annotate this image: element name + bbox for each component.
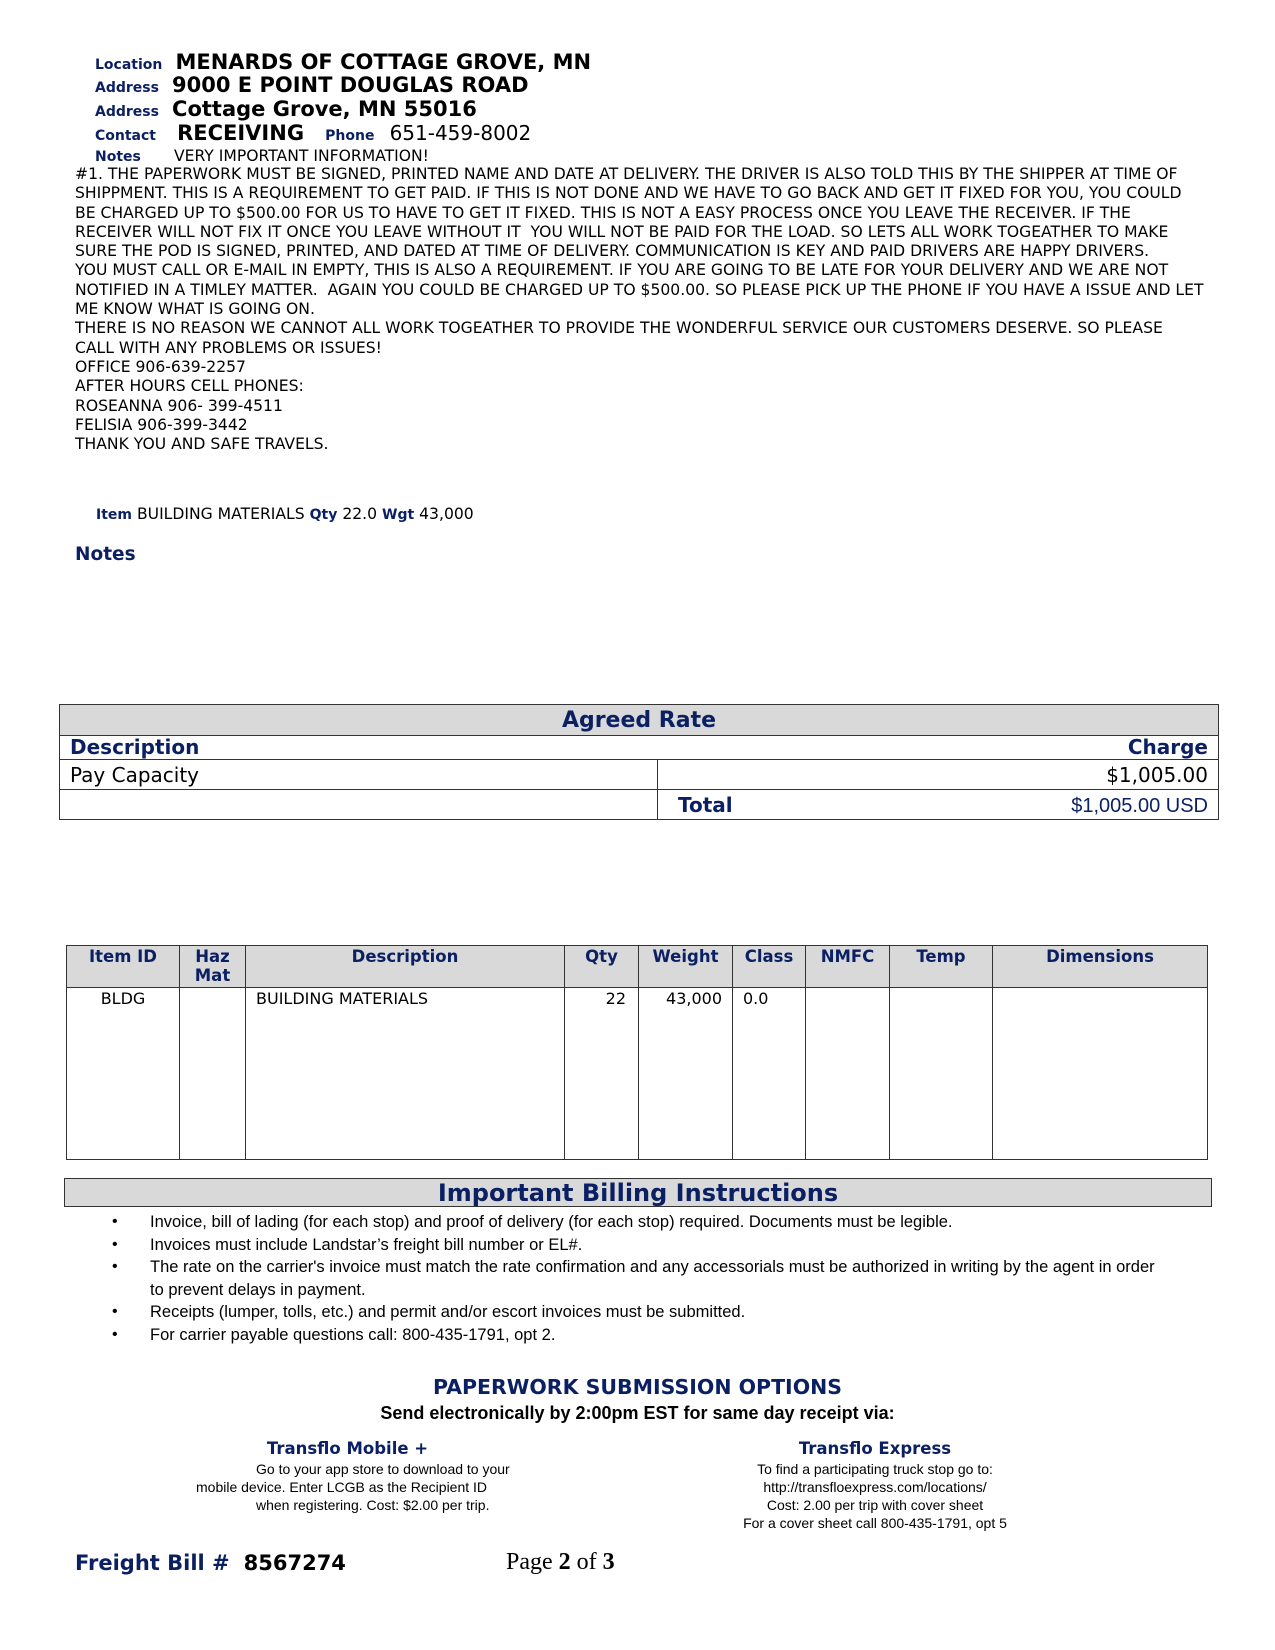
agreed-rate-header <box>60 736 1218 760</box>
paperwork-title: PAPERWORK SUBMISSION OPTIONS <box>432 1375 843 1399</box>
page-current: 2 <box>558 1549 571 1575</box>
list-item: • For carrier payable questions call: 800-435-1791, opt 2. <box>108 1324 1168 1347</box>
notes-first-line: VERY IMPORTANT INFORMATION! <box>173 147 429 165</box>
rate-line-row <box>60 760 1218 790</box>
qty-value: 22.0 <box>342 505 378 523</box>
location-row <box>95 50 591 74</box>
transflo-express-line-4: For a cover sheet call 800-435-1791, opt 5 <box>743 1515 1007 1531</box>
item-label: Item <box>96 507 132 523</box>
cell-dimensions <box>993 988 1208 1160</box>
col-nmfc: NMFC <box>806 946 890 988</box>
transflo-express-line-3: Cost: 2.00 per trip with cover sheet <box>766 1497 984 1513</box>
transflo-mobile-line-3: when registering. Cost: $2.00 per trip. <box>256 1497 490 1513</box>
address-row-2 <box>95 97 477 121</box>
address-line-2: Cottage Grove, MN 55016 <box>172 97 477 121</box>
page-indicator <box>506 1549 615 1576</box>
col-item-id: Item ID <box>67 946 180 988</box>
col-temp: Temp <box>890 946 993 988</box>
cell-item-id: BLDG <box>67 988 180 1160</box>
address-line-1: 9000 E POINT DOUGLAS ROAD <box>172 73 529 97</box>
phone-label: Phone <box>325 128 375 144</box>
cell-class: 0.0 <box>733 988 806 1160</box>
page-of: of <box>576 1549 597 1575</box>
items-header-row <box>67 946 1208 988</box>
qty-label: Qty <box>309 507 338 523</box>
cell-haz-mat <box>180 988 246 1160</box>
list-item: • Invoices must include Landstar’s freight bill number or EL#. <box>108 1234 1168 1257</box>
table-row <box>67 988 1208 1160</box>
list-item: • Receipts (lumper, tolls, etc.) and permit and/or escort invoices must be submitted. <box>108 1301 1168 1324</box>
list-item: • The rate on the carrier's invoice must match the rate confirmation and any accessorials must be authorized in writing by the agent in order to prevent delays in payment. <box>108 1256 1168 1301</box>
col-class: Class <box>733 946 806 988</box>
col-dimensions: Dimensions <box>993 946 1208 988</box>
col-haz-mat: Haz Mat <box>180 946 246 988</box>
cell-qty: 22 <box>565 988 639 1160</box>
freight-bill-label: Freight Bill # <box>75 1551 230 1575</box>
total-label: Total <box>678 793 733 817</box>
cell-weight: 43,000 <box>639 988 733 1160</box>
transflo-express-link[interactable]: http://transfloexpress.com/locations/ <box>763 1479 987 1495</box>
address-label-1: Address <box>95 80 159 96</box>
location-label: Location <box>95 57 163 73</box>
freight-bill <box>75 1551 346 1575</box>
address-row-1 <box>95 73 529 97</box>
col-weight: Weight <box>639 946 733 988</box>
rate-total-row <box>60 790 1218 819</box>
wgt-label: Wgt <box>382 507 415 523</box>
address-label-2: Address <box>95 104 159 120</box>
notes-body: #1. THE PAPERWORK MUST BE SIGNED, PRINTED NAME AND DATE AT DELIVERY. THE DRIVER IS ALSO TOLD THIS BY THE SHIPPER AT TIME OF SHIPPMENT. THIS IS A REQUIREMENT TO GET PAID. IF THIS IS NOT DONE AND WE HAVE TO GO BACK AND GET IT FIXED FOR YOU, YOU COULD BE CHARGED UP TO $500.00 FOR US TO HAVE TO GET IT FIXED. THIS IS NOT A EASY PROCESS ONCE YOU LEAVE THE RECEIVER. IF THE RECEIVER WILL NOT FIX IT ONCE YOU LEAVE WITHOUT IT YOU WILL NOT BE PAID FOR THE LOAD. SO LETS ALL WORK TOGEATHER TO MAKE SURE THE POD IS SIGNED, PRINTED, AND DATED AT TIME OF DELIVERY. COMMUNICATION IS KEY AND PAID DRIVERS ARE HAPPY DRIVERS. YOU MUST CALL OR E-MAIL IN EMPTY, THIS IS ALSO A REQUIREMENT. IF YOU ARE GOING TO BE LATE FOR YOUR DELIVERY AND WE ARE NOT NOTIFIED IN A TIMLEY MATTER. AGAIN YOU COULD BE CHARGED UP TO $500.00. SO PLEASE PICK UP THE PHONE IF YOU HAVE A ISSUE AND LET ME KNOW WHAT IS GOING ON. THERE IS NO REASON WE CANNOT ALL WORK TOGEATHER TO PROVIDE THE WONDERFUL SERVICE OUR CUSTOMERS DESERVE. SO PLEASE CALL WITH ANY PROBLEMS OR ISSUES! OFFICE 906-639-2257 AFTER HOURS CELL PHONES: ROSEANNA 906- 399-4511 FELISIA 906-399-3442 THANK YOU AND SAFE TRAVELS. <box>75 165 1204 454</box>
rate-total-cell <box>658 790 1218 819</box>
col-description: Description <box>246 946 565 988</box>
paperwork-subtitle: Send electronically by 2:00pm EST for same day receipt via: <box>380 1403 895 1423</box>
description-header: Description <box>70 735 200 759</box>
notes-heading: Notes <box>75 544 136 565</box>
rate-total-empty <box>60 790 658 819</box>
list-item: • Invoice, bill of lading (for each stop) and proof of delivery (for each stop) required. Documents must be legible. <box>108 1211 1168 1234</box>
item-value: BUILDING MATERIALS <box>136 505 305 523</box>
col-qty: Qty <box>565 946 639 988</box>
billing-instructions-list <box>108 1211 1168 1346</box>
agreed-rate-title: Agreed Rate <box>60 705 1218 736</box>
notes-row <box>95 146 429 165</box>
transflo-mobile-title: Transflo Mobile + <box>266 1439 429 1458</box>
location-value: MENARDS OF COTTAGE GROVE, MN <box>175 50 592 74</box>
cell-description: BUILDING MATERIALS <box>246 988 565 1160</box>
page-word: Page <box>506 1549 553 1575</box>
total-value: $1,005.00 USD <box>1071 795 1208 817</box>
contact-label: Contact <box>95 128 156 144</box>
contact-row <box>95 121 531 145</box>
transflo-mobile-line-2: mobile device. Enter LCGB as the Recipient ID <box>196 1479 488 1495</box>
transflo-express-line-1: To find a participating truck stop go to: <box>757 1461 993 1477</box>
billing-instructions-title: Important Billing Instructions <box>64 1178 1212 1207</box>
item-line <box>96 505 474 523</box>
cell-nmfc <box>806 988 890 1160</box>
wgt-value: 43,000 <box>419 505 474 523</box>
transflo-mobile-line-1: Go to your app store to download to your <box>256 1461 510 1477</box>
rate-line-description: Pay Capacity <box>60 760 658 789</box>
freight-bill-number: 8567274 <box>243 1551 346 1575</box>
items-table <box>66 945 1208 1160</box>
cell-temp <box>890 988 993 1160</box>
rate-line-charge: $1,005.00 <box>1106 763 1208 787</box>
charge-header: Charge <box>1127 735 1208 759</box>
transflo-express-title: Transflo Express <box>798 1439 952 1458</box>
notes-label: Notes <box>95 149 141 165</box>
phone-value: 651-459-8002 <box>389 121 532 145</box>
page-total: 3 <box>602 1549 615 1575</box>
agreed-rate-table <box>59 704 1219 820</box>
contact-value: RECEIVING <box>177 121 305 145</box>
